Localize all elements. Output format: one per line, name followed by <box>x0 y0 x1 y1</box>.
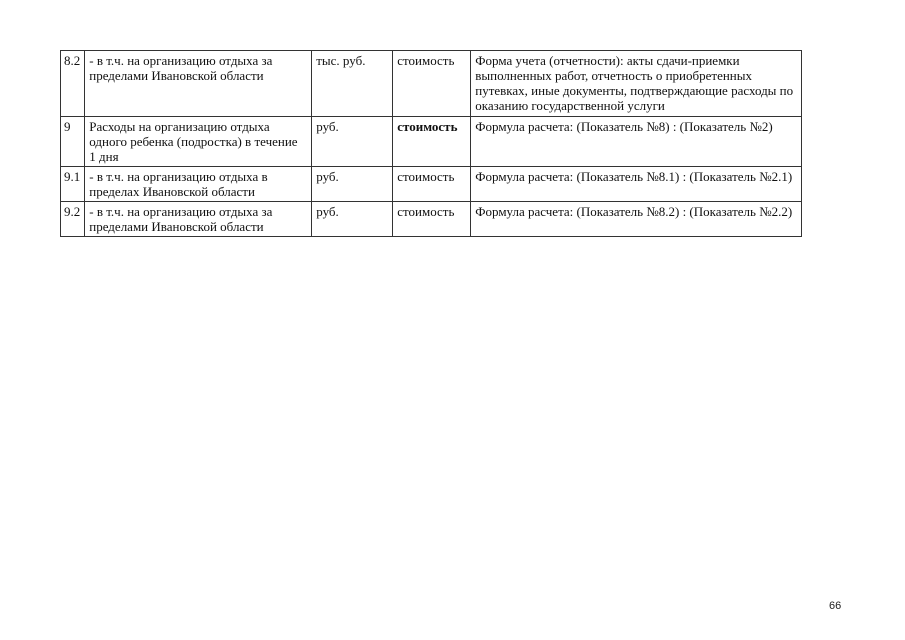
row-number: 8.2 <box>61 51 85 117</box>
note-cell: Форма учета (отчетности): акты сдачи-приемки выполненных работ, отчетность о приобретенных путевках, иные документы, подтверждающие расходы по оказанию государственной услуги <box>471 51 802 117</box>
type-cell: стоимость <box>393 167 471 202</box>
row-number: 9.2 <box>61 202 85 237</box>
indicator-name: Расходы на организацию отдыха одного ребенка (подростка) в течение 1 дня <box>85 117 312 167</box>
unit-cell: руб. <box>312 117 393 167</box>
indicator-name: - в т.ч. на организацию отдыха в пределах Ивановской области <box>85 167 312 202</box>
table-row <box>61 117 802 167</box>
type-cell: стоимость <box>393 202 471 237</box>
row-number: 9 <box>61 117 85 167</box>
note-cell: Формула расчета: (Показатель №8.2) : (Показатель №2.2) <box>471 202 802 237</box>
unit-cell: тыс. руб. <box>312 51 393 117</box>
indicator-name: - в т.ч. на организацию отдыха за пределами Ивановской области <box>85 202 312 237</box>
table-row <box>61 167 802 202</box>
note-cell: Формула расчета: (Показатель №8.1) : (Показатель №2.1) <box>471 167 802 202</box>
type-cell: стоимость <box>393 51 471 117</box>
note-cell: Формула расчета: (Показатель №8) : (Показатель №2) <box>471 117 802 167</box>
indicators-table <box>60 50 802 237</box>
page-number: 66 <box>829 600 842 612</box>
unit-cell: руб. <box>312 202 393 237</box>
table-row <box>61 51 802 117</box>
table-row <box>61 202 802 237</box>
type-cell: стоимость <box>393 117 471 167</box>
indicator-name: - в т.ч. на организацию отдыха за пределами Ивановской области <box>85 51 312 117</box>
unit-cell: руб. <box>312 167 393 202</box>
row-number: 9.1 <box>61 167 85 202</box>
